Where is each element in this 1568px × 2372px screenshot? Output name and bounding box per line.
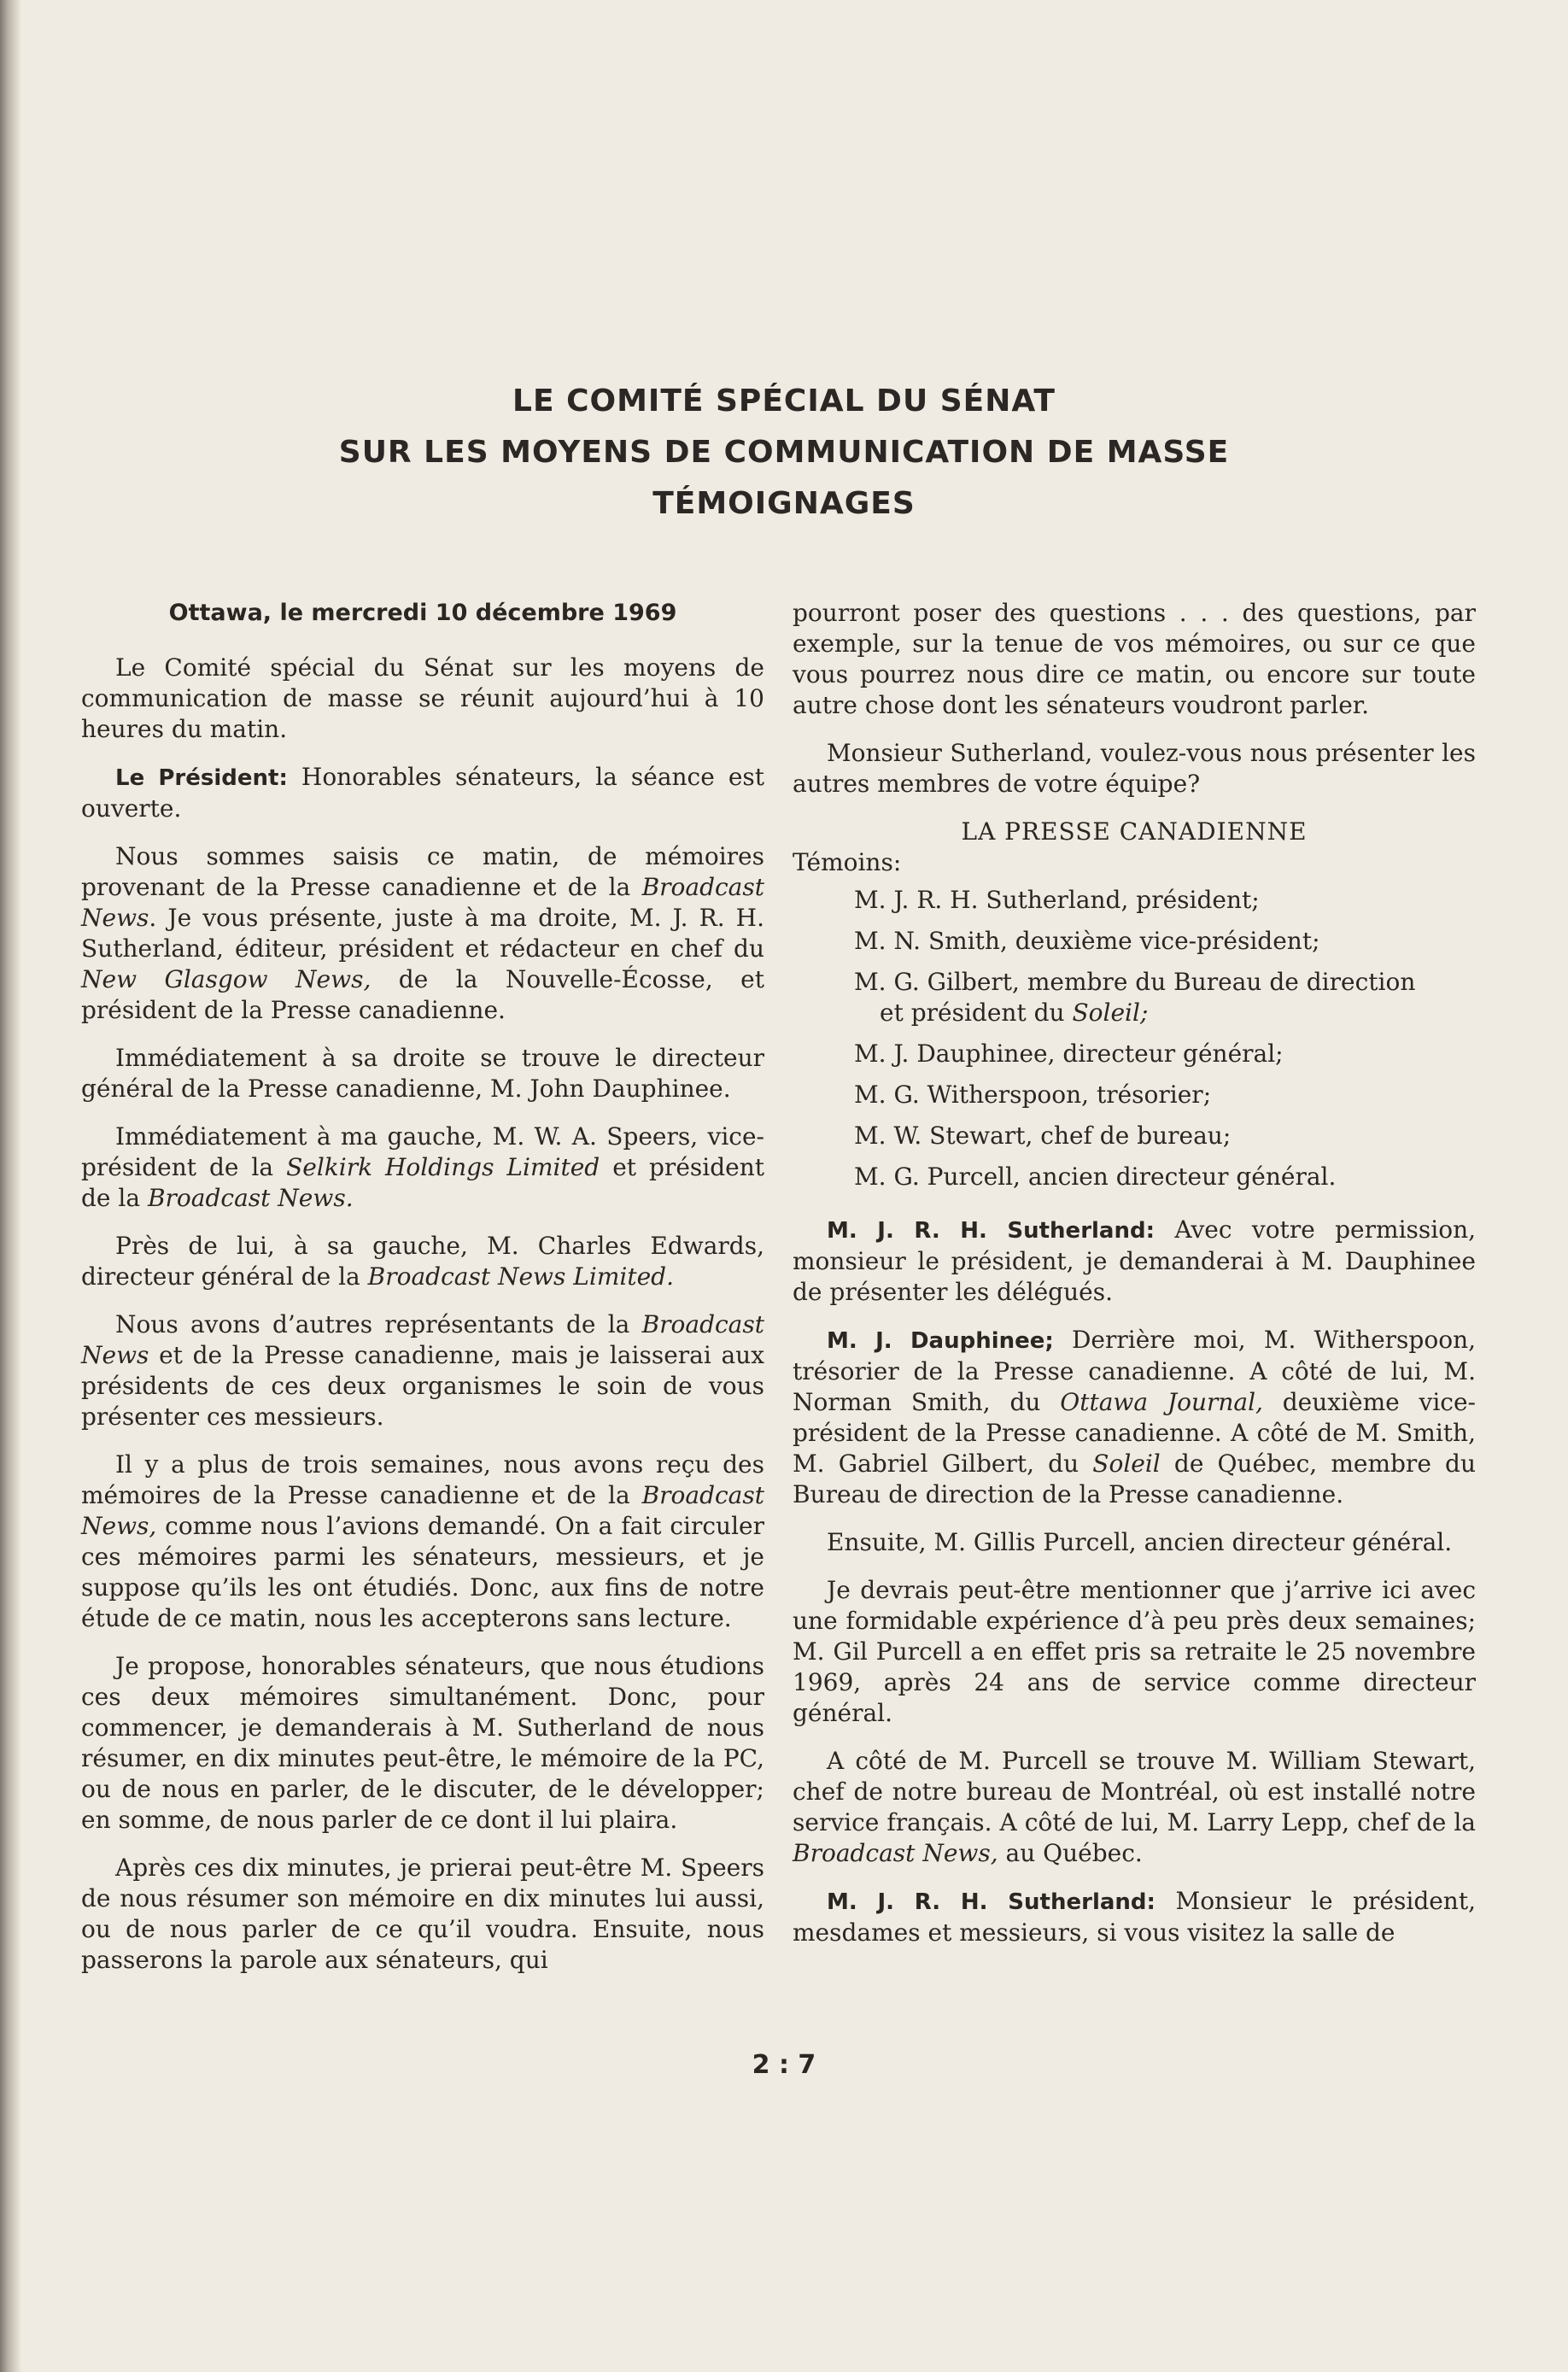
paragraph: Monsieur Sutherland, voulez-vous nous présenter les autres membres de votre équipe? [793, 739, 1476, 798]
left-column [81, 598, 764, 1993]
paragraph: M. J. Dauphinee; Derrière moi, M. Witherspoon, trésorier de la Presse canadienne. A côté de lui, M. Norman Smith, du Ottawa Journal, deuxième vice-président de la Presse canadienne. A côté de M. Smith, M. Gabriel Gilbert, du Soleil de Québec, membre du Bureau de direction de la Presse canadienne. [793, 1326, 1476, 1508]
witness-item: M. N. Smith, deuxième vice-président; [854, 927, 1320, 955]
paragraph: M. J. R. H. Sutherland: Avec votre permission, monsieur le président, je demanderai à M. Dauphinee de présenter les délégués. [793, 1215, 1477, 1306]
speaker-label: M. J. R. H. Sutherland: [827, 1889, 1156, 1915]
paragraph: M. J. R. H. Sutherland: Monsieur le président, mesdames et messieurs, si vous visitez la salle de [793, 1887, 1476, 1947]
witness-item: M. W. Stewart, chef de bureau; [854, 1122, 1232, 1150]
paragraph: Immédiatement à ma gauche, M. W. A. Speers, vice-président de la Selkirk Holdings Limited et président de la Broadcast News. [81, 1122, 764, 1212]
witness-item: M. G. Witherspoon, trésorier; [854, 1081, 1212, 1109]
right-column [793, 598, 1476, 1965]
witness-item: M. J. Dauphinee, directeur général; [854, 1040, 1284, 1068]
paragraph: Nous avons d’autres représentants de la Broadcast News et de la Presse canadienne, mais je laisserai aux présidents de ces deux organismes le soin de vous présenter ces messieurs. [81, 1310, 764, 1431]
page-number: 2 : 7 [752, 2050, 816, 2080]
paragraph: Immédiatement à sa droite se trouve le directeur général de la Presse canadienne, M. John Dauphinee. [81, 1044, 764, 1103]
session-date: Ottawa, le mercredi 10 décembre 1969 [168, 600, 677, 626]
speaker-label: M. J. R. H. Sutherland: [827, 1218, 1155, 1244]
witness-item: M. J. R. H. Sutherland, président; [854, 886, 1260, 914]
paragraph: Après ces dix minutes, je prierai peut-être M. Speers de nous résumer son mémoire en dix minutes lui aussi, ou de nous parler de ce qu’il voudra. Ensuite, nous passerons la parole aux sénateurs, qui [81, 1854, 764, 1974]
speaker-label: M. J. Dauphinee; [827, 1328, 1054, 1354]
speaker-label: Le Président: [115, 765, 288, 791]
paragraph: Le Comité spécial du Sénat sur les moyens de communication de masse se réunit aujourd’hui à 10 heures du matin. [81, 653, 764, 743]
paragraph: A côté de M. Purcell se trouve M. William Stewart, chef de notre bureau de Montréal, où est installé notre service français. A côté de lui, M. Larry Lepp, chef de la Broadcast News, au Québec. [793, 1747, 1476, 1867]
paragraph: Nous sommes saisis ce matin, de mémoires provenant de la Presse canadienne et de la Broadcast News. Je vous présente, juste à ma droite, M. J. R. H. Sutherland, éditeur, président et rédacteur en chef du New Glasgow News, de la Nouvelle-Écosse, et président de la Presse canadienne. [81, 842, 764, 1024]
paragraph: Je devrais peut-être mentionner que j’arrive ici avec une formidable expérience d’à peu près deux semaines; M. Gil Purcell a en effet pris sa retraite le 25 novembre 1969, après 24 ans de service comme directeur général. [793, 1576, 1476, 1727]
heading-committee: LE COMITÉ SPÉCIAL DU SÉNAT [512, 384, 1056, 419]
page-heading [0, 376, 1568, 530]
heading-testimony: TÉMOIGNAGES [652, 486, 916, 521]
witnesses-label: Témoins: [793, 848, 902, 876]
paragraph: Ensuite, M. Gillis Purcell, ancien directeur général. [827, 1528, 1453, 1556]
book-binding-edge [0, 0, 20, 2372]
paragraph: pourront poser des questions . . . des questions, par exemple, sur la tenue de vos mémoires, ou sur ce que vous pourrez nous dire ce matin, ou encore sur toute autre chose dont les sénateurs voudront parler. [793, 599, 1476, 719]
witness-item: M. G. Purcell, ancien directeur général. [854, 1163, 1337, 1191]
paragraph: Le Président: Honorables sénateurs, la séance est ouverte. [81, 763, 765, 823]
section-subheading: LA PRESSE CANADIENNE [961, 817, 1308, 846]
witness-item: M. G. Gilbert, membre du Bureau de direction et président du Soleil; [854, 968, 1416, 1027]
paragraph: Près de lui, à sa gauche, M. Charles Edwards, directeur général de la Broadcast News Limited. [81, 1232, 764, 1291]
paragraph: Il y a plus de trois semaines, nous avons reçu des mémoires de la Presse canadienne et de la Broadcast News, comme nous l’avions demandé. On a fait circuler ces mémoires parmi les sénateurs, messieurs, et je suppose qu’ils les ont étudiés. Donc, aux fins de notre étude de ce matin, nous les accepterons sans lecture. [81, 1450, 764, 1632]
heading-subject: SUR LES MOYENS DE COMMUNICATION DE MASSE [338, 435, 1230, 470]
paragraph: Je propose, honorables sénateurs, que nous étudions ces deux mémoires simultanément. Donc, pour commencer, je demanderais à M. Sutherland de nous résumer, en dix minutes peut-être, le mémoire de la PC, ou de nous en parler, de le discuter, de le développer; en somme, de nous parler de ce dont il lui plaira. [81, 1652, 764, 1834]
